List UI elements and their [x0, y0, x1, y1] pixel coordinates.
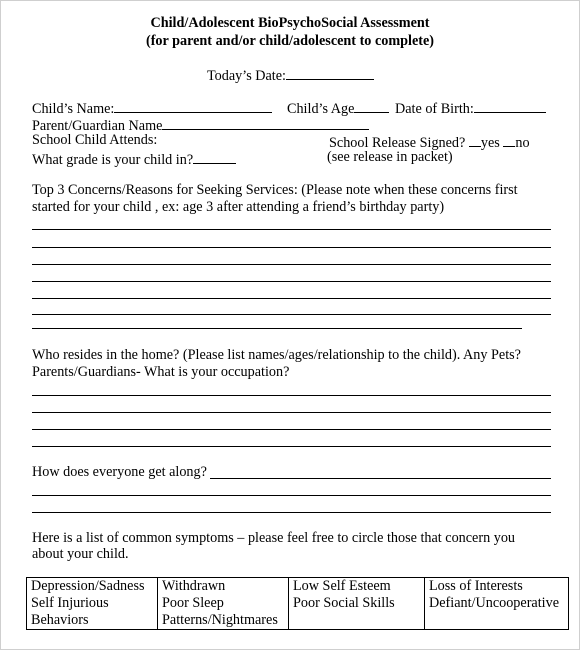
childs-name-label: Child’s Name: [32, 101, 115, 117]
answer-line[interactable] [32, 495, 551, 496]
symptom-item[interactable]: Defiant/Uncooperative [429, 595, 559, 611]
answer-line[interactable] [210, 478, 551, 479]
school-attends-row [32, 132, 157, 149]
dob-blank[interactable] [474, 98, 546, 113]
school-attends-label: School Child Attends: [32, 132, 158, 148]
symptom-item[interactable]: Loss of Interests [429, 578, 523, 594]
no-label: no [515, 135, 530, 151]
symptom-item[interactable]: Self Injurious [31, 595, 109, 611]
grade-label: What grade is your child in? [32, 152, 194, 168]
answer-line[interactable] [32, 328, 522, 329]
symptom-cell[interactable] [27, 578, 158, 630]
symptom-item[interactable]: Depression/Sadness [31, 578, 145, 594]
childs-age-blank[interactable] [354, 98, 389, 113]
answer-line[interactable] [32, 446, 551, 447]
todays-date-label: Today’s Date: [207, 68, 286, 84]
home-prompt-line2: Parents/Guardians- What is your occupation? [32, 364, 290, 380]
answer-line[interactable] [32, 412, 551, 413]
home-prompt-line1: Who resides in the home? (Please list names/ages/relationship to the child). Any Pets? [32, 347, 521, 363]
answer-line[interactable] [32, 314, 551, 315]
parent-guardian-blank[interactable] [162, 115, 369, 130]
no-blank[interactable] [503, 132, 515, 147]
symptom-item[interactable]: Behaviors [31, 612, 89, 628]
childs-name-blank[interactable] [114, 98, 272, 113]
answer-line[interactable] [32, 264, 551, 265]
table-row [27, 578, 569, 630]
symptom-item[interactable]: Poor Social Skills [293, 595, 395, 611]
answer-line[interactable] [32, 512, 551, 513]
dob-label: Date of Birth: [395, 101, 474, 117]
concerns-prompt-line1: Top 3 Concerns/Reasons for Seeking Services: (Please note when these concerns first [32, 182, 518, 198]
answer-line[interactable] [32, 395, 551, 396]
answer-line[interactable] [32, 229, 551, 230]
see-release-note: (see release in packet) [327, 149, 453, 165]
grade-blank[interactable] [193, 149, 236, 164]
answer-line[interactable] [32, 281, 551, 282]
form-subtitle: (for parent and/or child/adolescent to complete) [145, 33, 435, 49]
answer-line[interactable] [32, 247, 551, 248]
school-release-label: School Release Signed? [329, 135, 469, 151]
todays-date-row [207, 65, 374, 85]
yes-blank[interactable] [469, 132, 481, 147]
answer-line[interactable] [32, 298, 551, 299]
symptom-item[interactable]: Withdrawn [162, 578, 226, 594]
symptoms-prompt-line1: Here is a list of common symptoms – please feel free to circle those that concern you [32, 530, 516, 546]
get-along-label: How does everyone get along? [32, 464, 207, 480]
answer-line[interactable] [32, 429, 551, 430]
symptom-cell[interactable] [289, 578, 425, 630]
symptom-item[interactable]: Poor Sleep [162, 595, 224, 611]
childs-age-label: Child’s Age [287, 101, 355, 117]
symptom-item[interactable]: Patterns/Nightmares [162, 612, 278, 628]
symptoms-table [26, 577, 569, 630]
grade-row [32, 149, 236, 169]
yes-label: yes [480, 135, 504, 151]
form-title: Child/Adolescent BioPsychoSocial Assessment [150, 15, 430, 31]
get-along-row [32, 464, 207, 481]
symptom-cell[interactable] [158, 578, 289, 630]
symptom-cell[interactable] [425, 578, 569, 630]
todays-date-blank[interactable] [286, 65, 374, 80]
concerns-prompt-line2: started for your child , ex: age 3 after attending a friend’s birthday party) [32, 199, 445, 215]
symptoms-prompt-line2: about your child. [32, 546, 129, 562]
parent-guardian-label: Parent/Guardian Name [32, 118, 163, 134]
dob-row [395, 98, 546, 118]
symptom-item[interactable]: Low Self Esteem [293, 578, 391, 594]
